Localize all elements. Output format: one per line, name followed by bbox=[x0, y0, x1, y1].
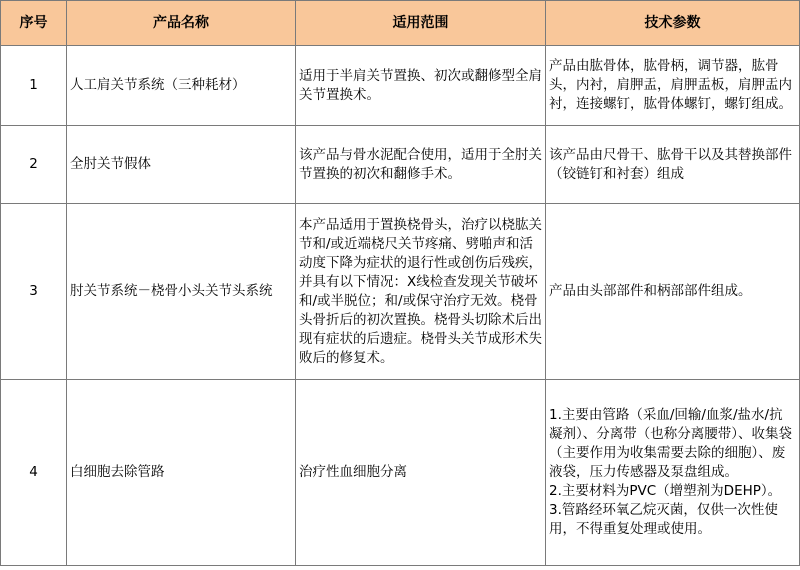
header-product-name: 产品名称 bbox=[67, 1, 296, 46]
row-tech-params: 1.主要由管路（采血/回输/血浆/盐水/抗凝剂）、分离带（也称分离腰带）、收集袋（主要作用为收集需要去除的细胞）、废液袋，压力传感器及泵盘组成。 2.主要材料为PVC（增塑剂为DEHP）。 3.管路经环氧乙烷灭菌，仅供一次性使用，不得重复处理或使用。 bbox=[546, 380, 800, 566]
row-tech-params: 产品由头部部件和柄部部件组成。 bbox=[546, 204, 800, 380]
row-product-name: 肘关节系统－桡骨小头关节头系统 bbox=[67, 204, 296, 380]
header-row bbox=[1, 1, 800, 46]
table-row bbox=[1, 204, 800, 380]
table-row bbox=[1, 380, 800, 566]
row-tech-params: 该产品由尺骨干、肱骨干以及其替换部件（铰链钉和衬套）组成 bbox=[546, 126, 800, 204]
table-row bbox=[1, 126, 800, 204]
row-scope: 治疗性血细胞分离 bbox=[296, 380, 546, 566]
header-scope: 适用范围 bbox=[296, 1, 546, 46]
row-product-name: 白细胞去除管路 bbox=[67, 380, 296, 566]
row-index: 1 bbox=[1, 46, 67, 126]
row-product-name: 人工肩关节系统（三种耗材） bbox=[67, 46, 296, 126]
table-row bbox=[1, 46, 800, 126]
header-index: 序号 bbox=[1, 1, 67, 46]
row-product-name: 全肘关节假体 bbox=[67, 126, 296, 204]
row-scope: 适用于半肩关节置换、初次或翻修型全肩关节置换术。 bbox=[296, 46, 546, 126]
row-index: 4 bbox=[1, 380, 67, 566]
header-tech-params: 技术参数 bbox=[546, 1, 800, 46]
row-scope: 本产品适用于置换桡骨头，治疗以桡肱关节和/或近端桡尺关节疼痛、劈啪声和活动度下降为症状的退行性或创伤后残疾，并具有以下情况：X线检查发现关节破坏和/或半脱位；和/或保守治疗无效。桡骨头骨折后的初次置换。桡骨头切除术后出现有症状的后遗症。桡骨头关节成形术失败后的修复术。 bbox=[296, 204, 546, 380]
row-index: 2 bbox=[1, 126, 67, 204]
row-index: 3 bbox=[1, 204, 67, 380]
row-tech-params: 产品由肱骨体，肱骨柄，调节器，肱骨头，内衬，肩胛盂，肩胛盂板，肩胛盂内衬，连接螺钉，肱骨体螺钉，螺钉组成。 bbox=[546, 46, 800, 126]
row-scope: 该产品与骨水泥配合使用，适用于全肘关节置换的初次和翻修手术。 bbox=[296, 126, 546, 204]
